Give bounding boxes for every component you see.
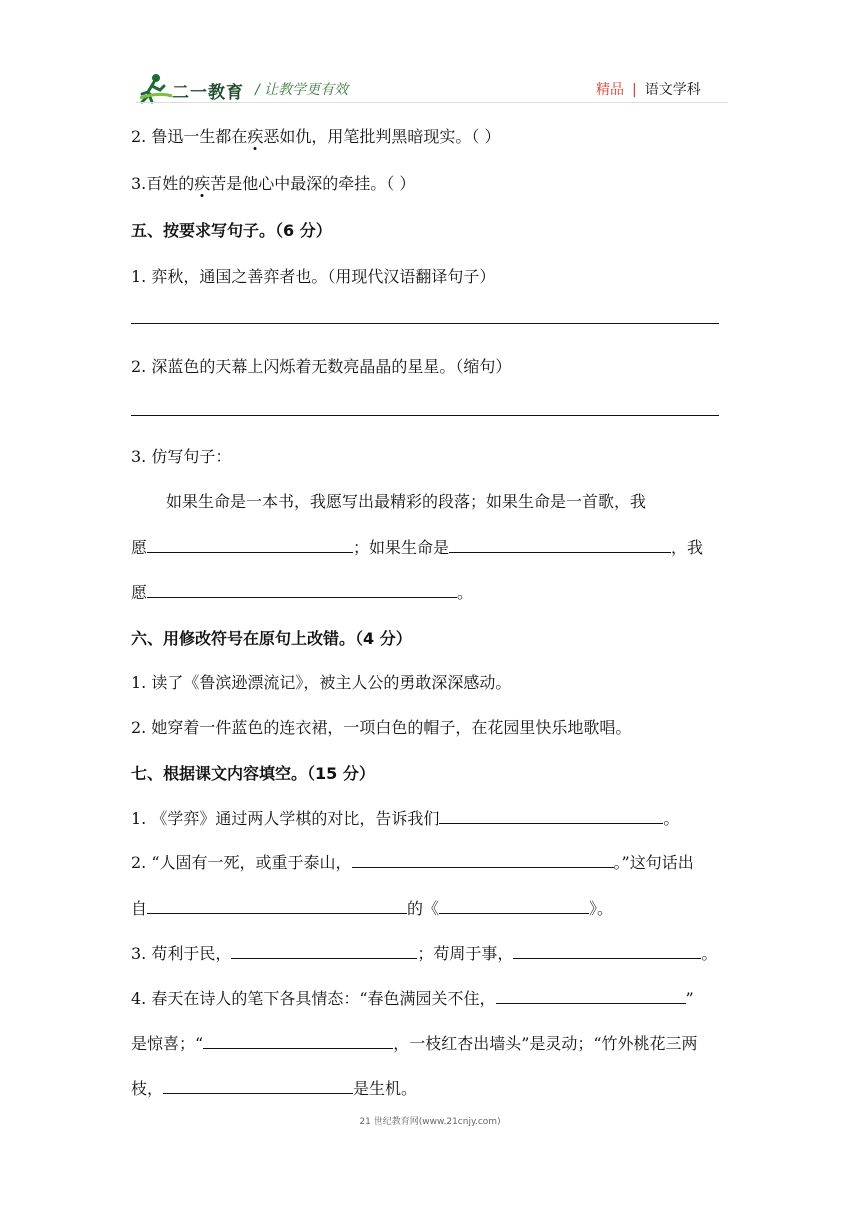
fill-blank[interactable] xyxy=(163,1077,353,1094)
imitation-line-1: 愿 ；如果生命是 ，我 xyxy=(131,538,704,557)
s5-item-1: 1. 弈秋，通国之善弈者也。（用现代汉语翻译句子） xyxy=(131,267,496,286)
fill-blank[interactable] xyxy=(439,807,663,824)
fill-blank[interactable] xyxy=(203,1032,393,1049)
subject-label: 语文学科 xyxy=(644,82,701,98)
header-separator: | xyxy=(632,82,637,98)
s7-item-2: 2. “人固有一死，或重于泰山， 。”这句话出 xyxy=(131,853,694,872)
section-5-title: 五、按要求写句子。（6 分） xyxy=(131,221,332,240)
answer-line-1[interactable] xyxy=(131,323,719,324)
fill-blank[interactable] xyxy=(147,536,353,553)
fill-blank[interactable] xyxy=(231,942,417,959)
page-footer: 21 世纪教育网(www.21cnjy.com) xyxy=(359,1117,501,1127)
fill-blank[interactable] xyxy=(352,851,614,868)
s7-item-4-line-3: 枝， 是生机。 xyxy=(131,1079,418,1098)
imitation-line-2: 愿 。 xyxy=(131,583,474,602)
s6-item-2: 2. 她穿着一件蓝色的连衣裙，一项白色的帽子，在花园里快乐地歌唱。 xyxy=(131,718,632,737)
quality-tag: 精品 xyxy=(596,82,624,98)
logo-text: 二一教育 xyxy=(172,83,244,103)
s7-item-4: 4. 春天在诗人的笔下各具情态：“春色满园关不住， ” xyxy=(131,989,694,1008)
fill-blank[interactable] xyxy=(439,897,589,914)
section-7-title: 七、根据课文内容填空。（15 分） xyxy=(131,764,375,783)
fill-blank[interactable] xyxy=(147,581,457,598)
q4-item-3: 3.百姓的疾苦是他心中最深的牵挂。（ ） xyxy=(131,174,416,193)
section-6-title: 六、用修改符号在原句上改错。（4 分） xyxy=(131,629,412,648)
fill-blank[interactable] xyxy=(449,536,671,553)
fill-blank[interactable] xyxy=(147,897,407,914)
page-header xyxy=(0,0,860,110)
fill-blank[interactable] xyxy=(513,942,701,959)
q4-item-2: 2. 鲁迅一生都在疾恶如仇，用笔批判黑暗现实。（ ） xyxy=(131,127,501,146)
s7-item-4-line-2: 是惊喜；“ ，一枝红杏出墙头”是灵动；“竹外桃花三两 xyxy=(131,1034,698,1053)
s5-item-3: 3. 仿写句子： xyxy=(131,447,232,466)
header-divider xyxy=(136,102,728,103)
s7-item-1: 1. 《学弈》通过两人学棋的对比，告诉我们 。 xyxy=(131,809,680,828)
header-slogan: / 让教学更有效 xyxy=(255,82,349,98)
model-sentence: 如果生命是一本书，我愿写出最精彩的段落；如果生命是一首歌，我 xyxy=(166,492,647,511)
s6-item-1: 1. 读了《鲁滨逊漂流记》，被主人公的勇敢深深感动。 xyxy=(131,673,512,692)
s5-item-2: 2. 深蓝色的天幕上闪烁着无数亮晶晶的星星。（缩句） xyxy=(131,357,512,376)
emphasis-dot-char: 疾 xyxy=(194,174,211,193)
fill-blank[interactable] xyxy=(496,987,686,1004)
header-subject xyxy=(596,79,701,99)
emphasis-dot-char: 疾 xyxy=(247,127,264,146)
answer-line-2[interactable] xyxy=(131,415,719,416)
s7-item-2-cont: 自 的《 》。 xyxy=(131,899,614,918)
s7-item-3: 3. 苟利于民， ；苟周于事， 。 xyxy=(131,944,718,963)
